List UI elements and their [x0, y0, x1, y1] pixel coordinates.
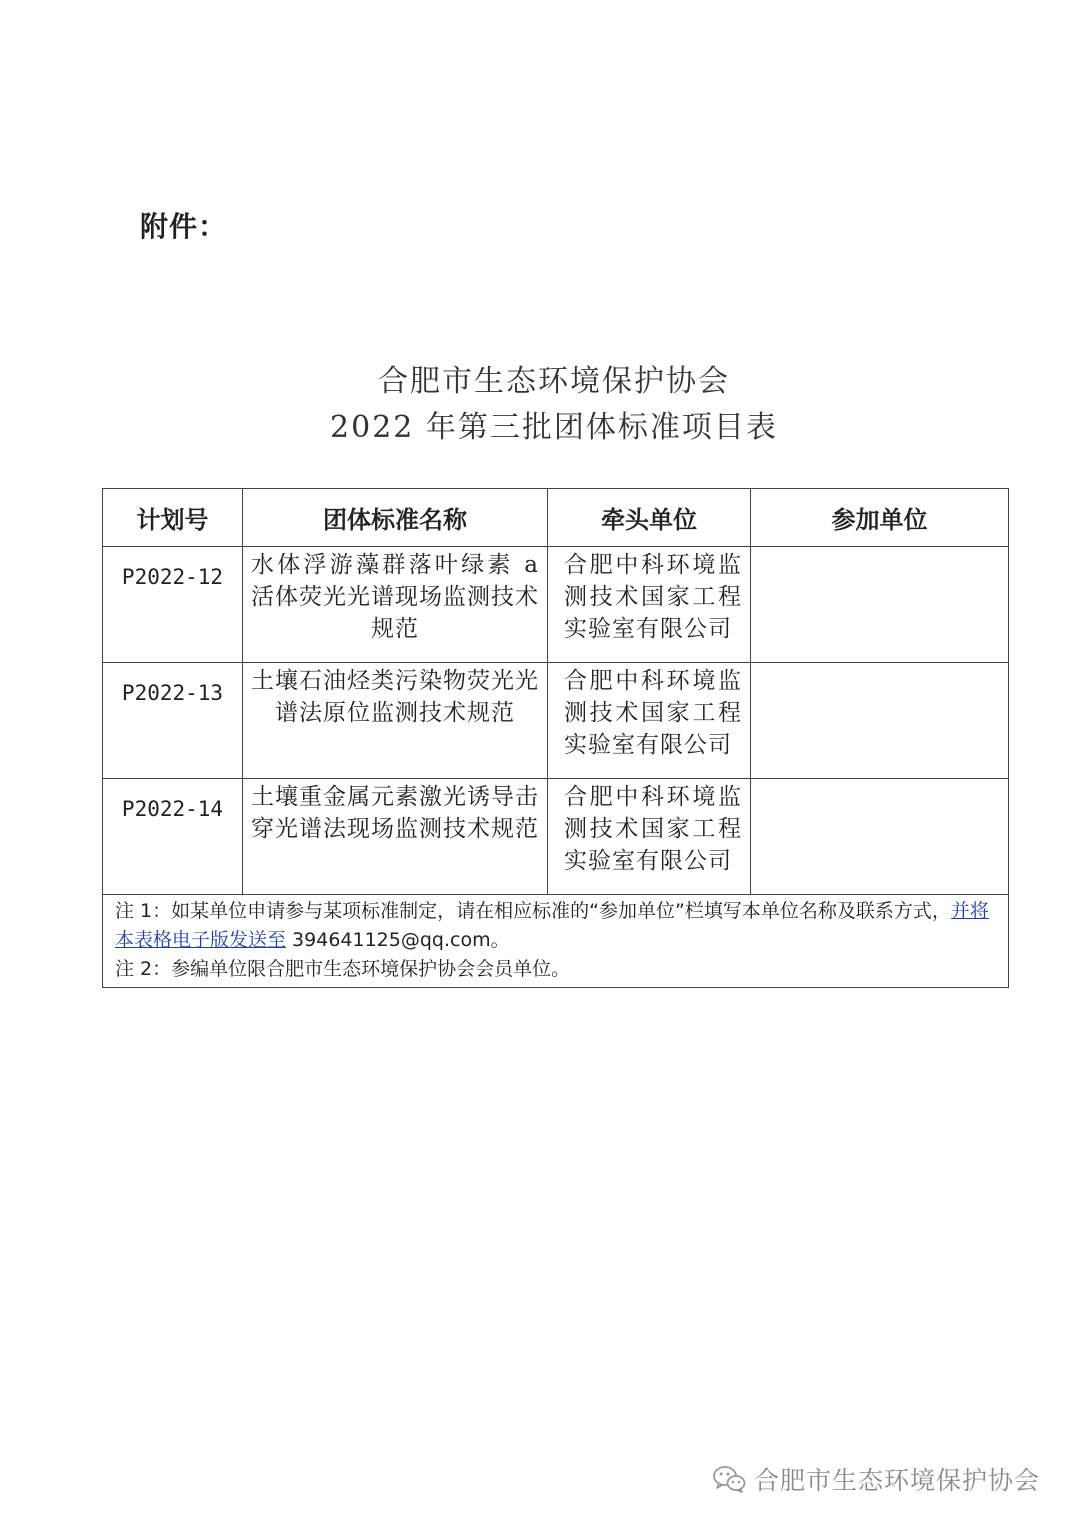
standard-name-cell: 水体浮游藻群落叶绿素 a 活体荧光光谱现场监测技术规范 [243, 547, 548, 663]
note-1-email[interactable]: 394641125@qq.com [286, 929, 491, 951]
document-title-org: 合肥市生态环境保护协会 [378, 364, 730, 399]
header-lead-unit: 牵头单位 [548, 489, 751, 547]
header-standard-name: 团体标准名称 [243, 489, 548, 547]
notes-row [103, 895, 1009, 988]
watermark [712, 1461, 1040, 1497]
standard-name-cell: 土壤重金属元素激光诱导击穿光谱法现场监测技术规范 [243, 779, 548, 895]
wechat-icon [712, 1465, 746, 1493]
note-1-text: 注 1：如某单位申请参与某项标准制定，请在相应标准的“参加单位”栏填写本单位名称及联系方式， [115, 900, 951, 922]
header-plan-number: 计划号 [103, 489, 243, 547]
document-title-main: 2022 年第三批团体标准项目表 [330, 410, 778, 445]
notes-cell [103, 895, 1009, 988]
table-row [103, 547, 1009, 663]
note-1-end: 。 [490, 929, 510, 951]
note-1 [115, 897, 998, 955]
plan-number-cell: P2022-13 [103, 663, 243, 779]
standard-name-cell: 土壤石油烃类污染物荧光光谱法原位监测技术规范 [243, 663, 548, 779]
note-2: 注 2：参编单位限合肥市生态环境保护协会会员单位。 [115, 958, 571, 980]
participating-unit-cell[interactable] [751, 547, 1009, 663]
table-row [103, 779, 1009, 895]
lead-unit-cell: 合肥中科环境监测技术国家工程实验室有限公司 [548, 663, 751, 779]
attachment-label: 附件： [140, 210, 228, 243]
lead-unit-cell: 合肥中科环境监测技术国家工程实验室有限公司 [548, 779, 751, 895]
table-header-row [103, 489, 1009, 547]
header-participating-unit: 参加单位 [751, 489, 1009, 547]
note-1-link[interactable]: 并将本表格电子版发送至 [115, 900, 989, 951]
lead-unit-cell: 合肥中科环境监测技术国家工程实验室有限公司 [548, 547, 751, 663]
plan-number-cell: P2022-12 [103, 547, 243, 663]
standards-table [102, 488, 1009, 988]
plan-number-cell: P2022-14 [103, 779, 243, 895]
participating-unit-cell[interactable] [751, 663, 1009, 779]
participating-unit-cell[interactable] [751, 779, 1009, 895]
watermark-text: 合肥市生态环境保护协会 [754, 1466, 1041, 1495]
table-row [103, 663, 1009, 779]
